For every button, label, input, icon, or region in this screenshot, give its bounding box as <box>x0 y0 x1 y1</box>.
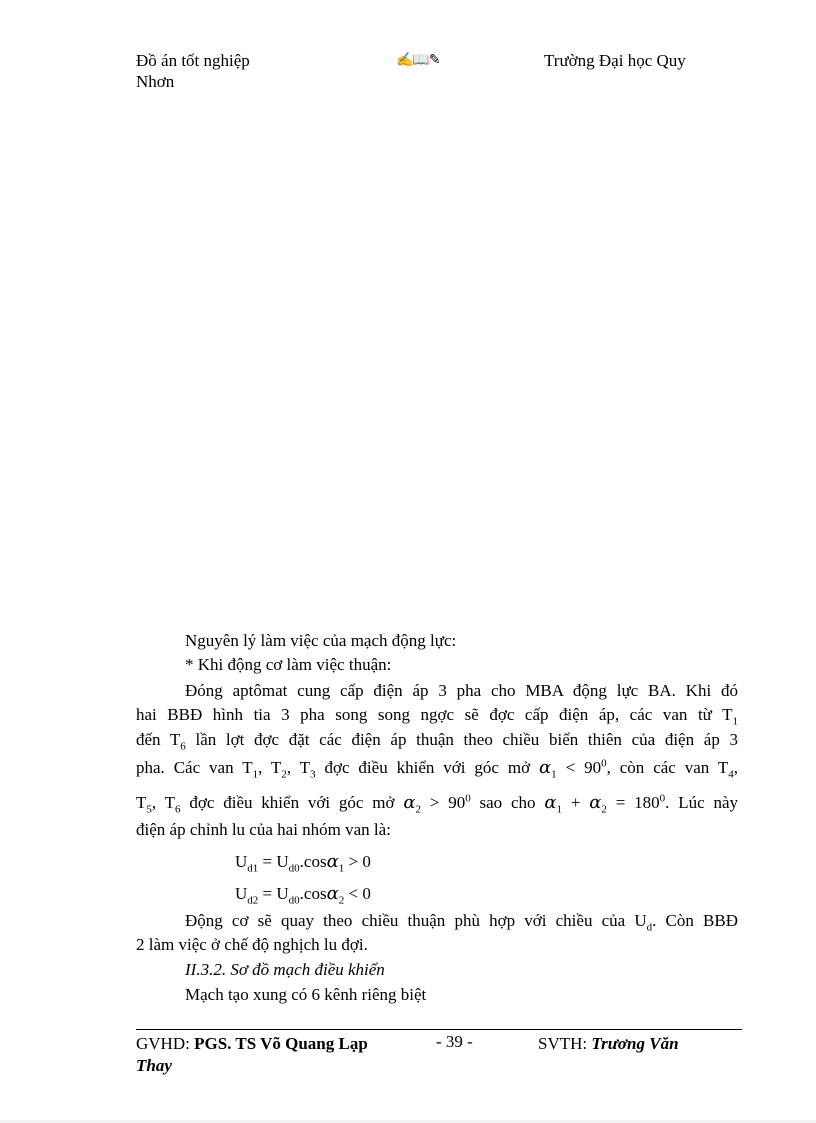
header-doc-title: Đồ án tốt nghiệp <box>136 51 250 70</box>
alpha-symbol: α <box>544 792 557 813</box>
header-university: Trường Đại học Quy <box>544 51 686 70</box>
header-university-wrap: Nhơn <box>136 72 175 91</box>
paragraph-heading-principle: Nguyên lý làm việc của mạch động lực: <box>185 631 457 650</box>
footer-supervisor: GVHD: PGS. TS Võ Quang Lạp <box>136 1034 368 1053</box>
paragraph-line: điện áp chỉnh lu của hai nhóm van là: <box>136 820 391 839</box>
paragraph-line: hai BBĐ hình tia 3 pha song song ngợc sẽ đợc cấp điện áp, các van từ $T_1$ <box>136 705 738 728</box>
alpha-symbol: α <box>326 851 339 872</box>
paragraph-line: Động cơ sẽ quay theo chiều thuận phù hợp với chiều của $U_d$. Còn BBĐ <box>185 911 738 934</box>
equation-ud2: $U_{d2} = U_{d0}.\cos\alpha_2 < 0$ <box>235 883 371 907</box>
footer-student: SVTH: Trương Văn <box>538 1034 679 1053</box>
section-heading: II.3.2. Sơ đồ mạch điều khiển <box>185 960 385 979</box>
footer-student-wrap: Thay <box>136 1056 172 1075</box>
alpha-symbol: α <box>589 792 602 813</box>
paragraph-forward-mode: * Khi động cơ làm việc thuận: <box>185 655 392 674</box>
paragraph-line: pha. Các van $T_1$, $T_2$, $T_3$ đợc điều khiển với góc mở $\alpha_1 < 90^0$, còn các van $T_4$, <box>136 757 739 781</box>
footer-divider <box>136 1029 742 1030</box>
alpha-symbol: α <box>326 883 339 904</box>
equation-ud1: $U_{d1} = U_{d0}.\cos\alpha_1 > 0$ <box>235 851 371 875</box>
book-ornament-icon: ✍📖✎ <box>396 53 440 68</box>
page-number: - 39 - <box>436 1032 473 1051</box>
paragraph-line: $T_5$, $T_6$ đợc điều khiển với góc mở $\alpha_2 > 90^0$ sao cho $\alpha_1 + \alpha_2 = 180^0$. Lúc này <box>136 792 739 816</box>
paragraph-line: đến $T_6$ lần lợt đợc đặt các điện áp thuận theo chiều biến thiên của điện áp 3 <box>136 730 738 753</box>
paragraph-line: 2 làm việc ở chế độ nghịch lu đợi. <box>136 935 368 954</box>
paragraph-line: Đóng aptômat cung cấp điện áp 3 pha cho MBA động lực BA. Khi đó <box>185 681 738 700</box>
alpha-symbol: α <box>403 792 416 813</box>
alpha-symbol: α <box>539 757 552 778</box>
paragraph-line: Mạch tạo xung có 6 kênh riêng biệt <box>185 985 427 1004</box>
